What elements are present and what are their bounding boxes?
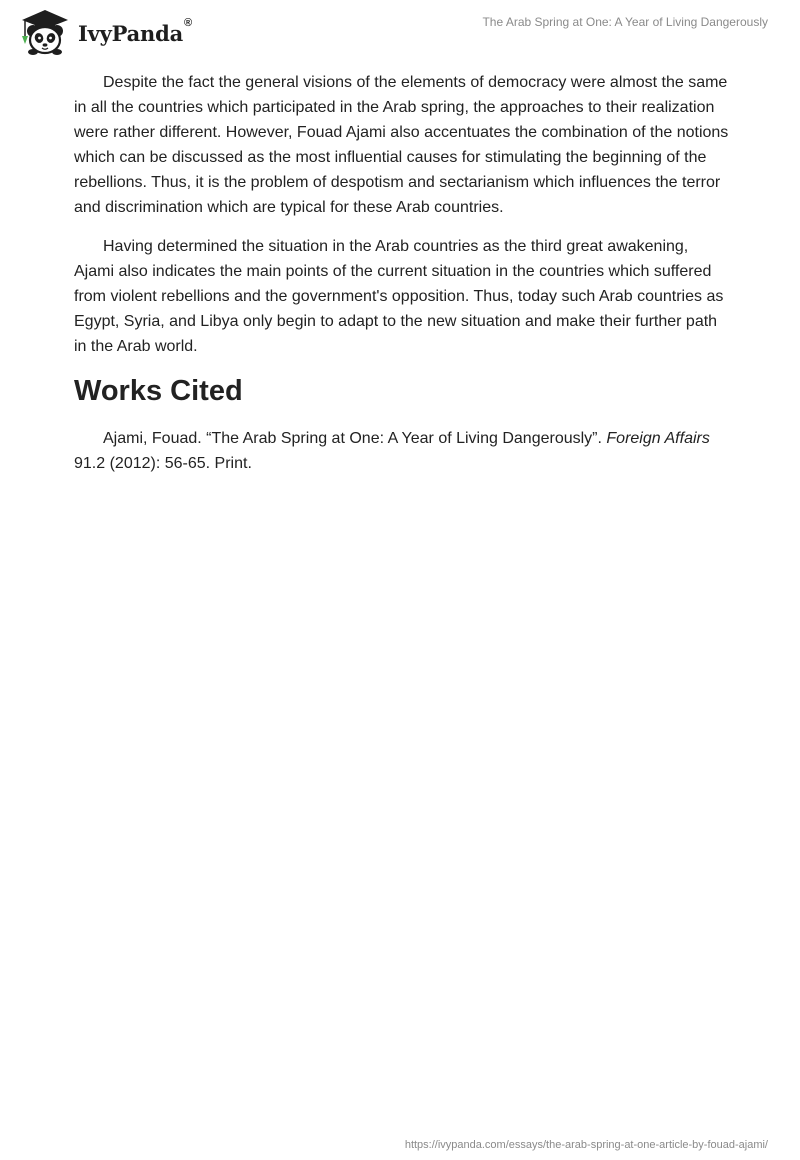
panda-graduate-icon [16,8,74,56]
ivypanda-logo[interactable] [16,8,192,56]
logo-wordmark [78,16,192,46]
body-paragraph-1: Despite the fact the general visions of the elements of democracy were almost the same in all the countries which participated in the Arab spring, the approaches to their realization were rather different. However, Fouad Ajami also accentuates the combination of the notions which can be discussed as the most influential causes for stimulating the beginning of the rebellions. Thus, it is the problem of despotism and sectarianism which influences the terror and discrimination which are typical for these Arab countries. [74,74,729,216]
logo-wordmark-text: IvyPanda [78,20,184,46]
works-cited-heading: Works Cited [74,375,243,407]
citation-tail: 91.2 (2012): 56-65. Print. [74,455,252,472]
citation-entry [74,426,730,476]
running-title: The Arab Spring at One: A Year of Living Dangerously [482,15,768,29]
footer-url-link[interactable]: https://ivypanda.com/essays/the-arab-spring-at-one-article-by-fouad-ajami/ [404,1139,768,1151]
document-body [74,70,730,476]
citation-lead: Ajami, Fouad. “The Arab Spring at One: A Year of Living Dangerously”. [103,430,607,447]
citation-journal: Foreign Affairs [606,430,710,447]
page-header [0,0,800,60]
registered-mark: ® [184,16,192,29]
body-paragraph-2: Having determined the situation in the Arab countries as the third great awakening, Ajami also indicates the main points of the current situation in the countries which suffered from violent rebellions and the government's opposition. Thus, today such Arab countries as Egypt, Syria, and Libya only begin to adapt to the new situation and make their further path in the Arab world. [74,238,724,355]
